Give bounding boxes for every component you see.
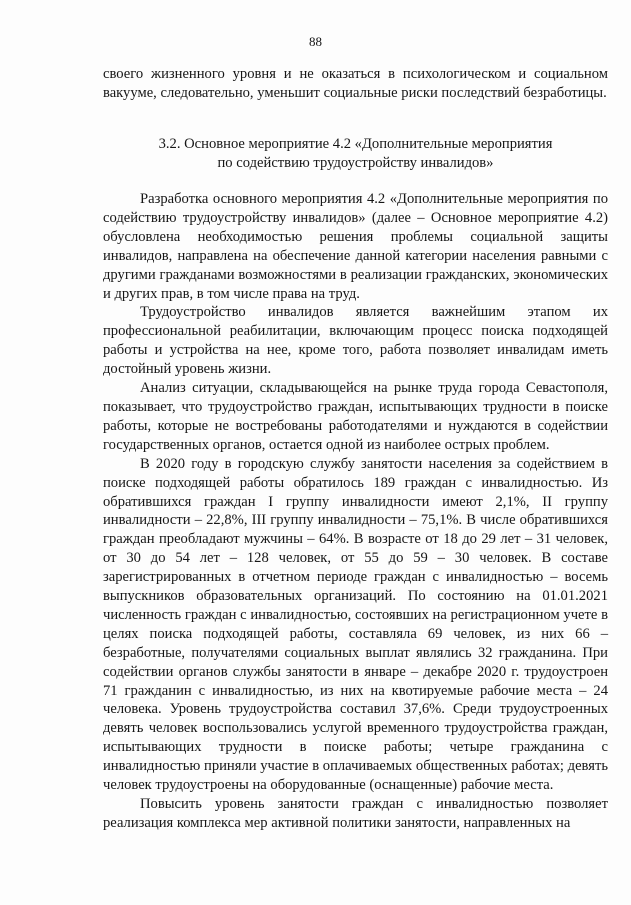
section-heading-line-2: по содействию трудоустройству инвалидов»: [217, 154, 494, 171]
paragraph-employment-importance: Трудоустройство инвалидов является важнейшим этапом их профессиональной реабилитации, включающим процесс поиска подходящей работы и устройства на нее, кроме того, работа позволяет инвалидам иметь достойный уровень жизни.: [103, 304, 608, 378]
intro-paragraph: своего жизненного уровня и не оказаться в психологическом и социальном вакууме, следовательно, уменьшит социальные риски последствий безработицы.: [103, 66, 608, 101]
page-number: 88: [309, 34, 322, 49]
section-heading: [103, 135, 608, 173]
section-body: [103, 190, 608, 833]
paragraph-development: Разработка основного мероприятия 4.2 «Дополнительные мероприятия по содействию трудоустройству инвалидов» (далее – Основное мероприятие 4.2) обусловлена необходимостью решения проблемы социальной защиты инвалидов, направлена на обеспечение данной категории населения равными с другими гражданами возможностями в реализации гражданских, экономических и других прав, в том числе права на труд.: [103, 191, 608, 302]
section-heading-line-1: 3.2. Основное мероприятие 4.2 «Дополнительные мероприятия: [158, 136, 553, 152]
paragraph-market-analysis: Анализ ситуации, складывающейся на рынке труда города Севастополя, показывает, что трудоустройство граждан, испытывающих трудности в поиске работы, которые не востребованы работодателями и нуждаются в содействии государственных органов, остается одной из наиболее острых проблем.: [103, 380, 608, 453]
paragraph-employment-measures: Повысить уровень занятости граждан с инвалидностью позволяет реализация комплекса мер активной политики занятости, направленных на: [103, 796, 608, 831]
paragraph-statistics-2020: В 2020 году в городскую службу занятости населения за содействием в поиске подходящей работы обратилось 189 граждан с инвалидностью. Из обратившихся граждан I группу инвалидности имеют 2,1%, II группу инвалидности – 22,8%, III группу инвалидности – 75,1%. В числе обратившихся граждан преобладают мужчины – 64%. В возрасте от 18 до 29 лет – 31 человек, от 30 до 54 лет – 128 человек, от 55 до 59 – 30 человек. В составе зарегистрированных в отчетном периоде граждан с инвалидностью – восемь выпускников образовательных организаций. По состоянию на 01.01.2021 численность граждан с инвалидностью, состоявших на регистрационном учете в целях поиска подходящей работы, составляла 69 человек, из них 66 – безработные, получателями социальных выплат являлись 32 гражданина. При содействии органов службы занятости в январе – декабре 2020 г. трудоустроен 71 гражданин с инвалидностью, из них на квотируемые рабочие места – 24 человека. Уровень трудоустройства составил 37,6%. Среди трудоустроенных девять человек воспользовались услугой временного трудоустройства граждан, испытывающих трудности в поиске работы; четыре гражданина с инвалидностью приняли участие в оплачиваемых общественных работах; девять человек трудоустроены на оборудованные (оснащенные) рабочие места.: [103, 455, 608, 794]
